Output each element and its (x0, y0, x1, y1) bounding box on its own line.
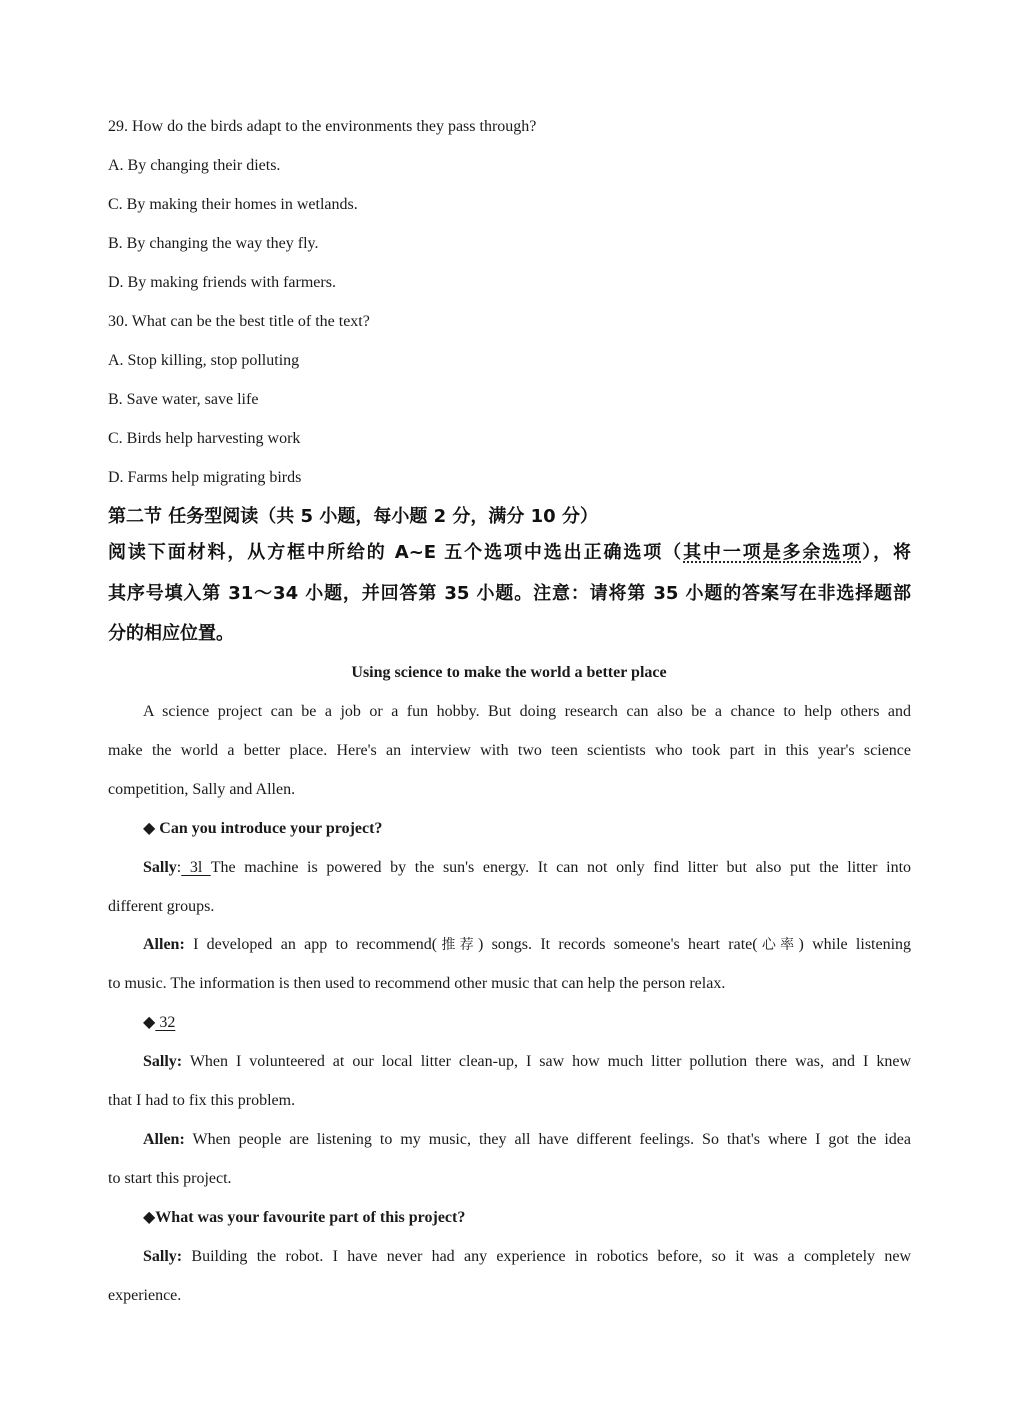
allen-answer-1-line-2: to music. The information is then used to recommend other music that can help the person relax. (108, 975, 726, 992)
answer-blank-32: 32 (155, 1014, 176, 1031)
instruction-dotted-emphasis: 其中一项是多余选项 (683, 542, 863, 563)
instruction-text-a: 阅读下面材料，从方框中所给的 A~E 五个选项中选出正确选项（ (108, 542, 684, 563)
question-30: 30. What can be the best title of the text? (108, 313, 370, 330)
speaker-name: Allen: (143, 1131, 185, 1148)
sally-answer-1-line-2: different groups. (108, 898, 215, 915)
sally-answer-2-line-1 (143, 1052, 911, 1072)
section-instruction-line-3: 分的相应位置。 (108, 623, 234, 644)
answer-text: The machine is powered by the sun's energy. It can not only find litter but also put the litter into (210, 859, 912, 876)
answer-text: ) songs. It records someone's heart rate( (477, 936, 758, 953)
interview-question-1: ◆ Can you introduce your project? (143, 820, 383, 837)
section-instruction-line-1 (108, 541, 911, 565)
section-heading: 第二节 任务型阅读（共 5 小题，每小题 2 分，满分 10 分） (108, 506, 598, 527)
question-29-option-a: A. By changing their diets. (108, 157, 281, 174)
interview-question-2 (143, 1013, 175, 1033)
sally-answer-3-line-2: experience. (108, 1287, 182, 1304)
sally-answer-1-line-1 (143, 858, 911, 878)
interview-question-3: ◆What was your favourite part of this project? (143, 1209, 466, 1226)
intro-line-2: make the world a better place. Here's an interview with two teen scientists who took part in this year's science (108, 742, 911, 759)
allen-answer-2-line-2: to start this project. (108, 1170, 232, 1187)
allen-answer-1-line-1 (143, 935, 911, 955)
allen-answer-2-line-1 (143, 1130, 911, 1150)
question-30-option-a: A. Stop killing, stop polluting (108, 352, 300, 369)
answer-text: When I volunteered at our local litter clean-up, I saw how much litter pollution there was, and I knew (182, 1053, 911, 1070)
sally-answer-2-line-2: that I had to fix this problem. (108, 1092, 296, 1109)
speaker-name: Allen: (143, 936, 185, 953)
instruction-text-b: ），将 (862, 542, 912, 563)
answer-blank-31: 3l (181, 859, 211, 876)
intro-line-1: A science project can be a job or a fun hobby. But doing research can also be a chance to help others and (143, 703, 911, 720)
diamond-bullet: ◆ (143, 1014, 156, 1031)
question-30-option-c: C. Birds help harvesting work (108, 430, 301, 447)
answer-text: When people are listening to my music, they all have different feelings. So that's where I got the idea (184, 1131, 911, 1148)
speaker-name: Sally (143, 859, 177, 876)
answer-text: ) while listening (798, 936, 912, 953)
question-29-option-b: B. By changing the way they fly. (108, 235, 319, 252)
answer-text: I developed an app to recommend( (184, 936, 438, 953)
intro-line-3: competition, Sally and Allen. (108, 781, 296, 798)
answer-text: Building the robot. I have never had any experience in robotics before, so it was a completely new (182, 1248, 911, 1265)
question-29-option-d: D. By making friends with farmers. (108, 274, 336, 291)
section-instruction-line-2: 其序号填入第 31～34 小题，并回答第 35 小题。注意：请将第 35 小题的答案写在非选择题部 (108, 583, 911, 604)
speaker-name: Sally: (143, 1053, 183, 1070)
sally-answer-3-line-1 (143, 1247, 911, 1267)
article-title: Using science to make the world a better place (351, 664, 667, 681)
speaker-name: Sally: (143, 1248, 183, 1265)
question-29: 29. How do the birds adapt to the environments they pass through? (108, 118, 537, 135)
question-30-option-b: B. Save water, save life (108, 391, 259, 408)
chinese-gloss: 心率 (757, 937, 799, 953)
question-29-option-c: C. By making their homes in wetlands. (108, 196, 358, 213)
speaker-colon: : (176, 859, 182, 876)
chinese-gloss: 推荐 (437, 937, 478, 953)
question-30-option-d: D. Farms help migrating birds (108, 469, 302, 486)
